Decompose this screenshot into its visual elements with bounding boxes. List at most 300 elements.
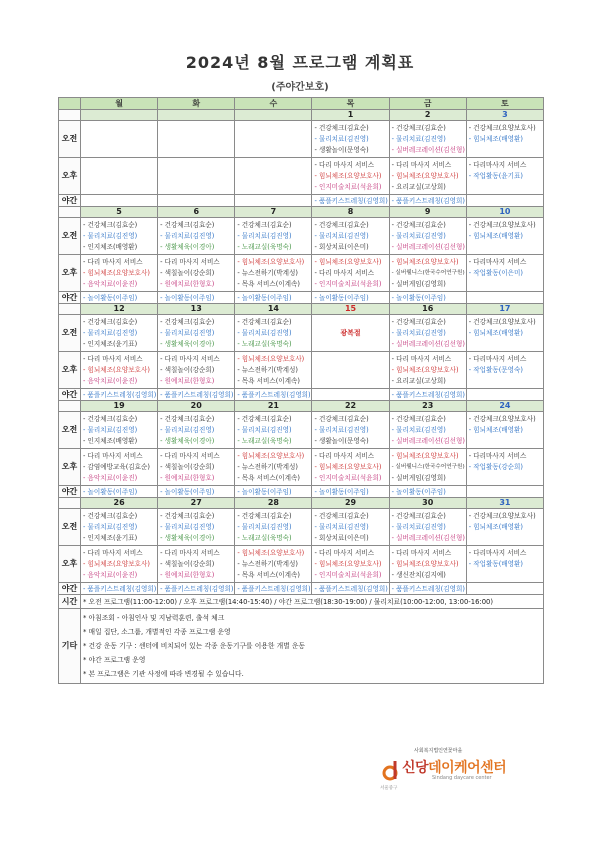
night-cell: - 놀이활동(이주임) xyxy=(81,486,158,498)
schedule-cell xyxy=(466,509,543,546)
morning-row xyxy=(59,121,544,158)
program-item: - 회상치료(이은미) xyxy=(314,533,369,542)
night-cell xyxy=(466,486,543,498)
program-item xyxy=(469,182,541,193)
program-item xyxy=(314,365,386,376)
schedule-cell xyxy=(312,352,389,389)
program-item: - 인지체조(윤기표) xyxy=(83,533,138,542)
night-label: 야간 xyxy=(59,292,81,304)
center-logo xyxy=(380,747,520,795)
program-item: - 다리마사지 서비스 xyxy=(468,548,527,557)
program-item: - 실버레크레이션(김선형) xyxy=(391,242,465,251)
program-item xyxy=(314,317,386,328)
program-item: - 뉴스전하기(박계성) xyxy=(237,559,298,568)
date-row-label xyxy=(59,498,81,509)
program-item: - 다리 마사지 서비스 xyxy=(83,451,143,460)
weekday-wed: 수 xyxy=(235,98,312,110)
afternoon-row xyxy=(59,158,544,195)
program-item xyxy=(469,376,541,387)
date-cell: 28 xyxy=(235,498,312,509)
page-title: 2024년 8월 프로그램 계획표 xyxy=(185,53,415,72)
afternoon-label: 오후 xyxy=(59,449,81,486)
program-item: - 실버웰니스(한국수어연구원) xyxy=(391,463,465,470)
date-cell: 21 xyxy=(235,401,312,412)
program-item: - 실버레크레이션(김선형) xyxy=(391,145,465,154)
date-cell: 31 xyxy=(466,498,543,509)
program-item: - 작업활동(배영환) xyxy=(468,559,523,568)
date-cell: 22 xyxy=(312,401,389,412)
program-item: - 건강체크(요양보호사) xyxy=(468,414,536,423)
program-item: - 물리치료(김진영) xyxy=(83,231,138,240)
program-item: - 목욕 서비스(이계속) xyxy=(237,376,300,385)
schedule-cell xyxy=(389,315,466,352)
night-row xyxy=(59,389,544,401)
program-item: - 다리 마사지 서비스 xyxy=(391,548,452,557)
morning-row xyxy=(59,509,544,546)
date-row xyxy=(59,498,544,509)
program-item: - 물리치료(김진영) xyxy=(391,328,446,337)
schedule-cell xyxy=(312,546,389,583)
program-item: - 생신잔치(김지예) xyxy=(391,570,446,579)
program-item: - 건강체크(김효순) xyxy=(314,220,369,229)
morning-label: 오전 xyxy=(59,412,81,449)
program-item: - 인지체조(배영환) xyxy=(83,436,138,445)
program-item xyxy=(469,436,541,447)
program-item: - 건강체크(요양보호사) xyxy=(468,220,536,229)
night-row xyxy=(59,292,544,304)
date-row-label xyxy=(59,110,81,121)
program-item: - 힘뇌체조(요양보호사) xyxy=(314,462,382,471)
schedule-cell xyxy=(235,315,312,352)
night-cell: - 품플키스트레칭(김영희) xyxy=(312,583,389,595)
program-item: - 물리치료(김진영) xyxy=(237,425,292,434)
schedule-cell xyxy=(235,509,312,546)
program-item: - 물리치료(김진영) xyxy=(391,134,446,143)
program-item: - 원예치료(한형호) xyxy=(160,473,215,482)
program-item: - 다리마사지 서비스 xyxy=(468,257,527,266)
time-row-text: * 오전 프로그램(11:00-12:00) / 오후 프로그램(14:40-15:40) / 야간 프로그램(18:30-19:00) / 물리치료(10:00-12:00, 13:00-16:00) xyxy=(81,595,544,609)
schedule-cell xyxy=(466,352,543,389)
date-cell: 1 xyxy=(312,110,389,121)
program-item: - 힘뇌체조(배영환) xyxy=(468,231,523,240)
schedule-cell xyxy=(81,509,158,546)
program-item: - 힘뇌체조(요양보호사) xyxy=(314,559,382,568)
program-item: - 목욕 서비스(이계속) xyxy=(237,570,300,579)
program-item: - 물리치료(김진영) xyxy=(237,231,292,240)
schedule-cell xyxy=(81,158,158,195)
night-cell: - 놀이활동(이주임) xyxy=(312,292,389,304)
morning-label: 오전 xyxy=(59,509,81,546)
night-label: 야간 xyxy=(59,583,81,595)
schedule-cell xyxy=(158,449,235,486)
date-cell: 27 xyxy=(158,498,235,509)
night-label: 야간 xyxy=(59,389,81,401)
program-item: - 생활체육(이경아) xyxy=(160,242,215,251)
schedule-cell xyxy=(81,449,158,486)
schedule-cell xyxy=(389,412,466,449)
morning-label: 오전 xyxy=(59,121,81,158)
program-item: - 작업활동(문영숙) xyxy=(468,365,523,374)
night-cell: - 놀이활동(이주임) xyxy=(81,292,158,304)
schedule-body xyxy=(59,110,544,595)
program-item: - 물리치료(김진영) xyxy=(314,134,369,143)
program-item: - 건강체크(김효순) xyxy=(83,511,138,520)
schedule-cell xyxy=(235,352,312,389)
program-item: - 물리치료(김진영) xyxy=(314,522,369,531)
program-item: - 회상치료(이은미) xyxy=(314,242,369,251)
schedule-cell xyxy=(158,352,235,389)
program-item: - 물리치료(김진영) xyxy=(237,328,292,337)
program-item: - 감염예방교육(김효순) xyxy=(83,462,150,471)
schedule-cell xyxy=(466,158,543,195)
night-cell: - 놀이활동(이주임) xyxy=(235,292,312,304)
morning-label: 오전 xyxy=(59,315,81,352)
program-item: - 힘뇌체조(요양보호사) xyxy=(83,268,150,277)
date-cell: 17 xyxy=(466,304,543,315)
night-cell: - 놀이활동(이주임) xyxy=(389,292,466,304)
program-item: - 물리치료(김진영) xyxy=(160,231,215,240)
program-item xyxy=(237,182,309,193)
corner-cell xyxy=(59,98,81,110)
program-item xyxy=(83,134,155,145)
schedule-cell xyxy=(158,121,235,158)
program-item: - 건강체크(김효순) xyxy=(391,317,446,326)
notes-cell xyxy=(81,609,544,684)
afternoon-label: 오후 xyxy=(59,255,81,292)
program-item xyxy=(237,160,309,171)
date-cell: 6 xyxy=(158,207,235,218)
program-item: - 인지미술치료(석윤희) xyxy=(314,473,382,482)
program-item: - 힘뇌체조(배영환) xyxy=(468,134,523,143)
schedule-cell xyxy=(235,449,312,486)
night-row xyxy=(59,486,544,498)
program-item: - 인지미술치료(석윤희) xyxy=(314,279,382,288)
program-item: - 음악치료(이윤진) xyxy=(83,473,138,482)
program-item: - 색칠놀이(강순희) xyxy=(160,462,215,471)
program-item: - 실버레크레이션(김선형) xyxy=(391,533,465,542)
logo-sub: 서울중구 xyxy=(380,786,398,791)
logo-name-a: 신당 xyxy=(402,760,429,776)
program-item: - 물리치료(김진영) xyxy=(314,425,369,434)
notes-row xyxy=(59,609,544,684)
schedule-cell xyxy=(158,412,235,449)
program-item: - 건강체크(김효순) xyxy=(83,220,138,229)
program-item: - 물리치료(김진영) xyxy=(391,522,446,531)
note-item: * 매일 집단, 소그룹, 개별적인 각종 프로그램 운영 xyxy=(83,628,231,636)
program-item: - 실버게임(김영희) xyxy=(391,473,446,482)
program-item: - 뉴스전하기(박계성) xyxy=(237,268,298,277)
night-cell: - 품플키스트레칭(김영희) xyxy=(81,389,158,401)
schedule-cell xyxy=(389,255,466,292)
program-item: - 실버레크레이션(김선형) xyxy=(391,339,465,348)
schedule-cell xyxy=(389,449,466,486)
morning-row xyxy=(59,412,544,449)
schedule-cell xyxy=(389,509,466,546)
date-cell: 13 xyxy=(158,304,235,315)
date-cell: 12 xyxy=(81,304,158,315)
program-item: - 다리 마사지 서비스 xyxy=(83,354,143,363)
program-item: - 생활놀이(문영숙) xyxy=(314,145,369,154)
schedule-cell xyxy=(389,158,466,195)
afternoon-row xyxy=(59,546,544,583)
schedule-cell xyxy=(389,121,466,158)
night-row xyxy=(59,195,544,207)
program-item: - 노래교실(육명숙) xyxy=(237,436,292,445)
program-item: - 힘뇌체조(요양보호사) xyxy=(314,171,382,180)
program-item xyxy=(83,160,155,171)
program-item: - 생활체육(이경아) xyxy=(160,533,215,542)
date-cell: 15 xyxy=(312,304,389,315)
program-item: - 원예치료(한형호) xyxy=(160,376,215,385)
schedule-cell xyxy=(235,412,312,449)
program-item: - 음악치료(이윤진) xyxy=(83,376,138,385)
schedule-cell xyxy=(158,158,235,195)
program-item: - 물리치료(김진영) xyxy=(83,425,138,434)
schedule-cell xyxy=(235,158,312,195)
morning-row xyxy=(59,218,544,255)
night-cell xyxy=(466,195,543,207)
program-item: - 색칠놀이(강순희) xyxy=(160,268,215,277)
schedule-cell xyxy=(312,509,389,546)
morning-label: 오전 xyxy=(59,218,81,255)
schedule-cell xyxy=(466,449,543,486)
program-item: - 다리마사지 서비스 xyxy=(468,451,527,460)
program-item xyxy=(314,354,386,365)
program-item xyxy=(237,123,309,134)
program-item: - 작업활동(윤기표) xyxy=(468,171,523,180)
weekday-thu: 목 xyxy=(312,98,389,110)
schedule-table xyxy=(58,97,544,684)
program-item: - 목욕 서비스(이계속) xyxy=(237,279,300,288)
schedule-cell xyxy=(312,255,389,292)
program-item: - 물리치료(김진영) xyxy=(83,328,138,337)
weekday-tue: 화 xyxy=(158,98,235,110)
night-cell xyxy=(466,389,543,401)
schedule-cell xyxy=(235,121,312,158)
program-item: - 건강체크(김효순) xyxy=(314,511,369,520)
program-item: - 다리 마사지 서비스 xyxy=(160,451,220,460)
night-cell: - 품플키스트레칭(김영희) xyxy=(158,389,235,401)
program-item: - 작업활동(이은미) xyxy=(468,268,523,277)
schedule-cell xyxy=(466,412,543,449)
date-cell: 16 xyxy=(389,304,466,315)
night-label: 야간 xyxy=(59,486,81,498)
program-item xyxy=(160,160,232,171)
program-item xyxy=(83,171,155,182)
night-cell: - 품플키스트레칭(김영희) xyxy=(389,195,466,207)
logo-org-name: 사회복지법인연꽃마을 xyxy=(414,748,463,754)
night-cell: - 놀이활동(이주임) xyxy=(158,486,235,498)
schedule-cell xyxy=(389,352,466,389)
note-item: * 야간 프로그램 운영 xyxy=(83,656,146,664)
schedule-cell xyxy=(235,546,312,583)
date-cell: 23 xyxy=(389,401,466,412)
program-item: - 건강체크(요양보호사) xyxy=(468,511,536,520)
program-item: - 작업활동(강순희) xyxy=(468,462,523,471)
program-item xyxy=(314,339,386,350)
date-cell: 3 xyxy=(466,110,543,121)
date-cell xyxy=(158,110,235,121)
date-cell: 19 xyxy=(81,401,158,412)
schedule-cell xyxy=(389,218,466,255)
schedule-cell xyxy=(158,218,235,255)
morning-row xyxy=(59,315,544,352)
night-row xyxy=(59,583,544,595)
program-item xyxy=(237,145,309,156)
schedule-cell xyxy=(466,315,543,352)
program-item xyxy=(469,242,541,253)
schedule-cell xyxy=(312,449,389,486)
night-cell: - 품플키스트레칭(김영희) xyxy=(81,583,158,595)
schedule-cell xyxy=(312,412,389,449)
program-item: - 건강체크(김효순) xyxy=(237,317,292,326)
schedule-cell xyxy=(312,121,389,158)
program-item: - 건강체크(김효순) xyxy=(160,511,215,520)
program-item: - 힘뇌체조(요양보호사) xyxy=(237,354,305,363)
program-item: - 노래교실(육명숙) xyxy=(237,242,292,251)
time-row xyxy=(59,595,544,609)
program-item: - 다리 마사지 서비스 xyxy=(314,160,375,169)
program-item: - 물리치료(김진영) xyxy=(314,231,369,240)
program-item: - 힘뇌체조(배영환) xyxy=(468,522,523,531)
program-item: - 다리 마사지 서비스 xyxy=(83,548,143,557)
night-cell: - 놀이활동(이주임) xyxy=(158,292,235,304)
afternoon-row xyxy=(59,255,544,292)
night-cell: - 놀이활동(이주임) xyxy=(235,486,312,498)
date-cell: 7 xyxy=(235,207,312,218)
date-cell: 8 xyxy=(312,207,389,218)
program-item: - 원예치료(한형호) xyxy=(160,570,215,579)
night-cell xyxy=(466,583,543,595)
night-cell: - 품플키스트레칭(김영희) xyxy=(235,389,312,401)
program-item: - 인지미술치료(석윤희) xyxy=(314,570,382,579)
program-item: - 인지체조(윤기표) xyxy=(83,339,138,348)
program-item xyxy=(83,123,155,134)
program-item: - 다리 마사지 서비스 xyxy=(314,451,375,460)
afternoon-label: 오후 xyxy=(59,158,81,195)
weekday-header-row xyxy=(59,98,544,110)
night-cell xyxy=(158,195,235,207)
program-item: - 물리치료(김진영) xyxy=(160,522,215,531)
date-cell: 10 xyxy=(466,207,543,218)
program-item: - 물리치료(김진영) xyxy=(237,522,292,531)
program-item: - 힘뇌체조(요양보호사) xyxy=(83,365,150,374)
program-item: - 노래교실(육명숙) xyxy=(237,533,292,542)
date-cell: 20 xyxy=(158,401,235,412)
date-cell: 9 xyxy=(389,207,466,218)
date-row xyxy=(59,110,544,121)
program-item: - 다리마사지 서비스 xyxy=(468,160,527,169)
logo-mark-icon xyxy=(380,759,400,785)
program-item xyxy=(469,473,541,484)
night-cell xyxy=(235,195,312,207)
night-cell xyxy=(466,292,543,304)
program-item: - 다리 마사지 서비스 xyxy=(391,160,452,169)
schedule-cell xyxy=(235,255,312,292)
night-label: 야간 xyxy=(59,195,81,207)
night-cell: - 품플키스트레칭(김영희) xyxy=(235,583,312,595)
program-item xyxy=(469,533,541,544)
afternoon-row xyxy=(59,352,544,389)
program-item: - 힘뇌체조(요양보호사) xyxy=(391,257,459,266)
night-cell xyxy=(312,389,389,401)
program-item: - 인지체조(배영환) xyxy=(83,242,138,251)
program-item: - 실버레크레이션(김선형) xyxy=(391,436,465,445)
date-row xyxy=(59,304,544,315)
program-item xyxy=(469,570,541,581)
program-item: 광복절 xyxy=(340,328,361,337)
program-item xyxy=(469,145,541,156)
program-item: - 건강체크(김효순) xyxy=(391,511,446,520)
program-item: - 다리 마사지 서비스 xyxy=(314,548,375,557)
program-item: - 건강체크(김효순) xyxy=(391,123,446,132)
page-subtitle: (주야간보호) xyxy=(271,82,329,93)
program-item: - 다리 마사지 서비스 xyxy=(160,354,220,363)
program-item: - 실버웰니스(한국수어연구원) xyxy=(391,269,465,276)
program-item xyxy=(160,145,232,156)
date-row xyxy=(59,401,544,412)
night-cell: - 놀이활동(이주임) xyxy=(389,486,466,498)
program-item: - 건강체크(요양보호사) xyxy=(468,123,536,132)
program-item: - 힘뇌체조(요양보호사) xyxy=(391,451,459,460)
program-item: - 힘뇌체조(요양보호사) xyxy=(314,257,382,266)
program-item: - 힘뇌체조(요양보호사) xyxy=(391,171,459,180)
program-item: - 힘뇌체조(요양보호사) xyxy=(237,548,305,557)
program-item xyxy=(83,145,155,156)
program-item: - 인지미술치료(석윤희) xyxy=(314,182,382,191)
program-item: - 다리 마사지 서비스 xyxy=(83,257,143,266)
schedule-cell xyxy=(466,546,543,583)
schedule-cell xyxy=(466,218,543,255)
program-item: - 건강체크(김효순) xyxy=(237,220,292,229)
schedule-cell xyxy=(81,315,158,352)
date-cell: 30 xyxy=(389,498,466,509)
schedule-cell xyxy=(389,546,466,583)
date-cell xyxy=(81,110,158,121)
program-item: - 실버게임(김영희) xyxy=(391,279,446,288)
schedule-cell xyxy=(312,315,389,352)
program-item: - 음악치료(이윤진) xyxy=(83,279,138,288)
program-item xyxy=(160,182,232,193)
program-item: - 건강체크(김효순) xyxy=(160,220,215,229)
program-item: - 힘뇌체조(요양보호사) xyxy=(83,559,150,568)
date-cell: 26 xyxy=(81,498,158,509)
program-item: - 요리교실(고상희) xyxy=(391,376,446,385)
program-item xyxy=(237,134,309,145)
program-item xyxy=(469,339,541,350)
program-item: - 물리치료(김진영) xyxy=(391,231,446,240)
program-item: - 물리치료(김진영) xyxy=(83,522,138,531)
night-cell xyxy=(81,195,158,207)
program-item: - 색칠놀이(강순희) xyxy=(160,365,215,374)
program-item: - 다리 마사지 서비스 xyxy=(160,257,220,266)
program-item: - 뉴스전하기(박계성) xyxy=(237,365,298,374)
logo-name xyxy=(402,757,506,777)
weekday-fri: 금 xyxy=(389,98,466,110)
program-item: - 색칠놀이(강순희) xyxy=(160,559,215,568)
program-item: - 다리 마사지 서비스 xyxy=(314,268,375,277)
program-item: - 힘뇌체조(배영환) xyxy=(468,328,523,337)
program-item: - 건강체크(김효순) xyxy=(314,414,369,423)
program-item: - 건강체크(김효순) xyxy=(160,414,215,423)
program-item: - 생활체육(이경아) xyxy=(160,436,215,445)
program-item: - 건강체크(김효순) xyxy=(391,414,446,423)
night-cell: - 품플키스트레칭(김영희) xyxy=(158,583,235,595)
afternoon-row xyxy=(59,449,544,486)
schedule-cell xyxy=(235,218,312,255)
program-item xyxy=(237,171,309,182)
schedule-cell xyxy=(81,121,158,158)
